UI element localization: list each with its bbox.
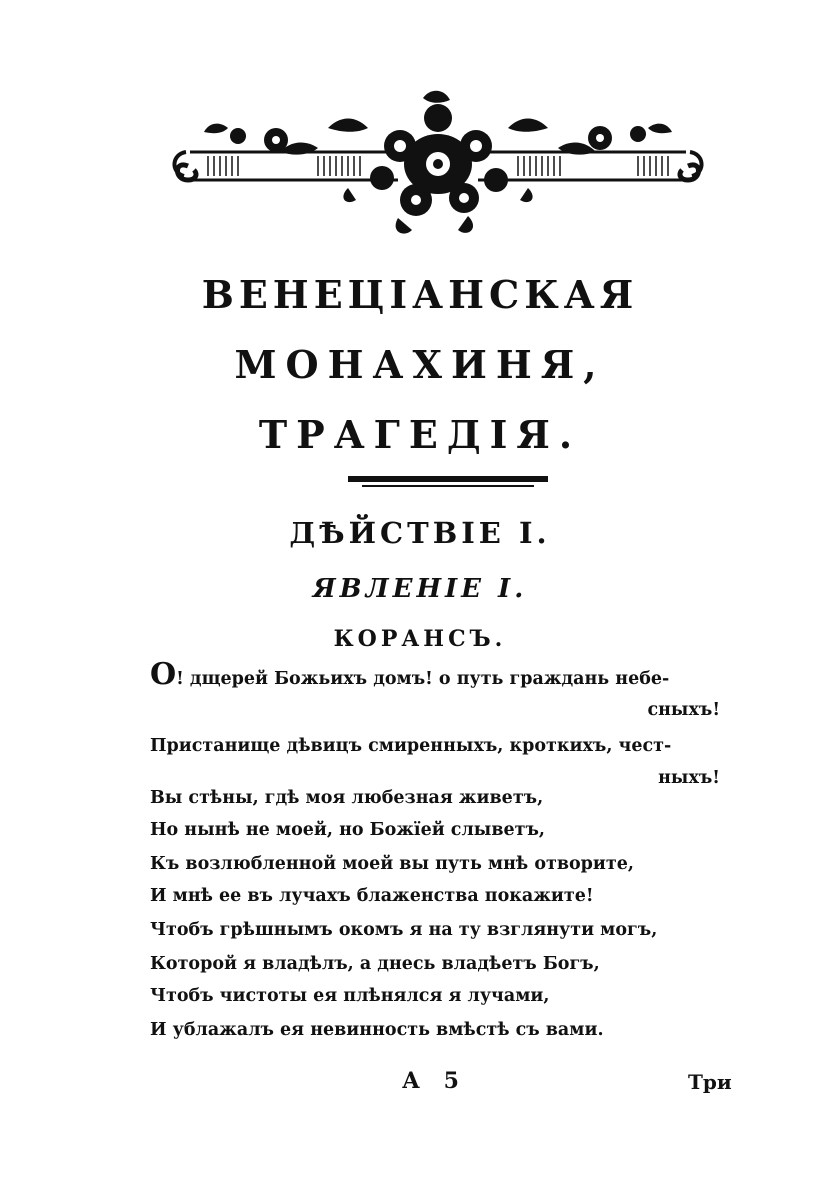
verse-line-1-text: ! дщерей Божьихъ домъ! о путь граждань небе- [176,669,670,689]
verse-line-2: Пристанище дѣвицъ смиренныхъ, кроткихъ, чест- [150,736,672,756]
printer-signature-mark: А 5 [402,1068,467,1094]
speaker-name: КОРАНСЪ. [333,626,507,652]
catchword: Три [688,1070,732,1094]
verse-line-1-continuation: сныхъ! [647,700,720,720]
verse-line-8: Которой я владѣлъ, а днесь владѣетъ Богъ, [150,954,600,974]
title-line-2: МОНАХИНЯ, [234,342,606,387]
verse-line-5: Къ возлюбленной моей вы путь мнѣ отворите, [150,854,634,874]
verse-line-9: Чтобъ чистоты ея плѣнялся я лучами, [150,986,550,1006]
drop-letter: О [150,657,177,692]
act-heading: ДѢЙСТВІЕ I. [289,516,551,550]
verse-line-7: Чтобъ грѣшнымъ окомъ я на ту взглянути могъ, [150,920,658,940]
verse-line-3: Вы стѣны, гдѣ моя любезная живетъ, [150,788,544,808]
title-line-1: ВЕНЕЦІАНСКАЯ [201,272,639,317]
verse-line-2-continuation: ныхъ! [658,768,720,788]
scene-heading: ЯВЛЕНІЕ I. [312,574,528,604]
floral-headpiece-ornament [168,88,708,238]
verse-line-10: И ублажалъ ея невинность вмѣстѣ съ вами. [150,1020,604,1040]
title-line-3: ТРАГЕДІЯ. [258,412,582,457]
verse-line-6: И мнѣ ее въ лучахъ блаженства покажите! [150,886,594,906]
verse-line-1 [150,657,745,692]
verse-line-4: Но нынѣ не моей, но Божїей слыветъ, [150,820,545,840]
decorative-rule [348,474,548,490]
